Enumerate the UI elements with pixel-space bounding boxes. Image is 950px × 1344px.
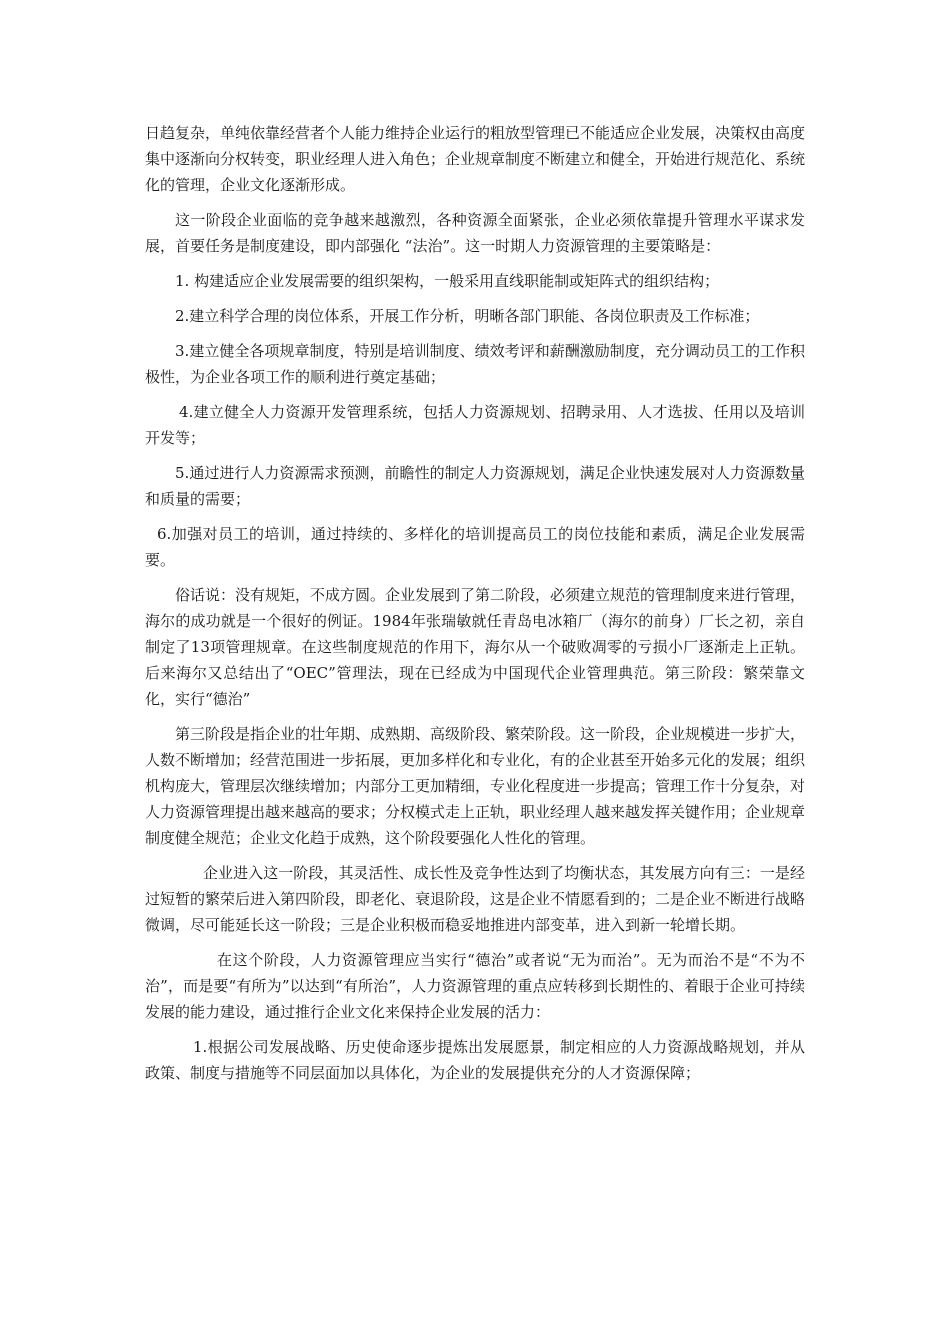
list-item-hr-forecasting: 5.通过进行人力资源需求预测，前瞻性的制定人力资源规划，满足企业快速发展对人力资源数量和质量的需要； bbox=[145, 464, 805, 508]
list-item-vision-strategy: 1.根据公司发展战略、历史使命逐步提炼出发展愿景，制定相应的人力资源战略规划，并从政策、制度与措施等不同层面加以具体化，为企业的发展提供充分的人才资源保障； bbox=[145, 1038, 805, 1082]
paragraph-stage-two-strategy: 这一阶段企业面临的竞争越来越激烈，各种资源全面紧张，企业必须依靠提升管理水平谋求发展，首要任务是制度建设，即内部强化 “法治”。这一时期人力资源管理的主要策略是： bbox=[145, 211, 805, 255]
list-item-hr-development-system: 4.建立健全人力资源开发管理系统，包括人力资源规划、招聘录用、人才选拔、任用以及培训开发等； bbox=[145, 403, 805, 447]
paragraph-stage-three-directions: 企业进入这一阶段，其灵活性、成长性及竞争性达到了均衡状态，其发展方向有三：一是经过短暂的繁荣后进入第四阶段，即老化、衰退阶段，这是企业不情愿看到的；二是企业不断进行战略微调，尽可能延长这一阶段；三是企业积极而稳妥地推进内部变革，进入到新一轮增长期。 bbox=[145, 864, 806, 934]
list-item-org-structure: 1. 构建适应企业发展需要的组织架构，一般采用直线职能制或矩阵式的组织结构； bbox=[175, 272, 720, 290]
paragraph-intro-continuation: 日趋复杂，单纯依靠经营者个人能力维持企业运行的粗放型管理已不能适应企业发展，决策权由高度集中逐渐向分权转变，职业经理人进入角色；企业规章制度不断建立和健全，开始进行规范化、系统化的管理，企业文化逐渐形成。 bbox=[145, 124, 806, 194]
document-body bbox=[145, 120, 805, 1095]
paragraph-rule-by-virtue: 在这个阶段，人力资源管理应当实行“德治”或者说“无为而治”。无为而治不是“不为不治”，而是要“有所为”以达到“有所治”，人力资源管理的重点应转移到长期性的、着眼于企业可持续发展的能力建设，通过推行企业文化来保持企业发展的活力： bbox=[145, 951, 805, 1021]
list-item-job-system: 2.建立科学合理的岗位体系，开展工作分析，明晰各部门职能、各岗位职责及工作标准； bbox=[175, 307, 760, 325]
paragraph-stage-three-description: 第三阶段是指企业的壮年期、成熟期、高级阶段、繁荣阶段。这一阶段，企业规模进一步扩大，人数不断增加；经营范围进一步拓展，更加多样化和专业化，有的企业甚至开始多元化的发展；组织机构庞大，管理层次继续增加；内部分工更加精细，专业化程度进一步提高；管理工作十分复杂，对人力资源管理提出越来越高的要求；分权模式走上正轨，职业经理人越来越发挥关键作用；企业规章制度健全规范；企业文化趋于成熟，这个阶段要强化人性化的管理。 bbox=[145, 725, 806, 847]
list-item-regulations: 3.建立健全各项规章制度，特别是培训制度、绩效考评和薪酬激励制度，充分调动员工的工作积极性，为企业各项工作的顺利进行奠定基础； bbox=[145, 342, 805, 386]
paragraph-haier-example: 俗话说：没有规矩，不成方圆。企业发展到了第二阶段，必须建立规范的管理制度来进行管理，海尔的成功就是一个很好的例证。1984年张瑞敏就任青岛电冰箱厂（海尔的前身）厂长之初，亲自制定了13项管理规章。在这些制度规范的作用下，海尔从一个破败凋零的亏损小厂逐渐走上正轨。后来海尔又总结出了“OEC”管理法，现在已经成为中国现代企业管理典范。第三阶段：繁荣靠文化，实行“德治” bbox=[145, 586, 806, 708]
list-item-staff-training: 6.加强对员工的培训，通过持续的、多样化的培训提高员工的岗位技能和素质，满足企业发展需要。 bbox=[145, 525, 805, 569]
